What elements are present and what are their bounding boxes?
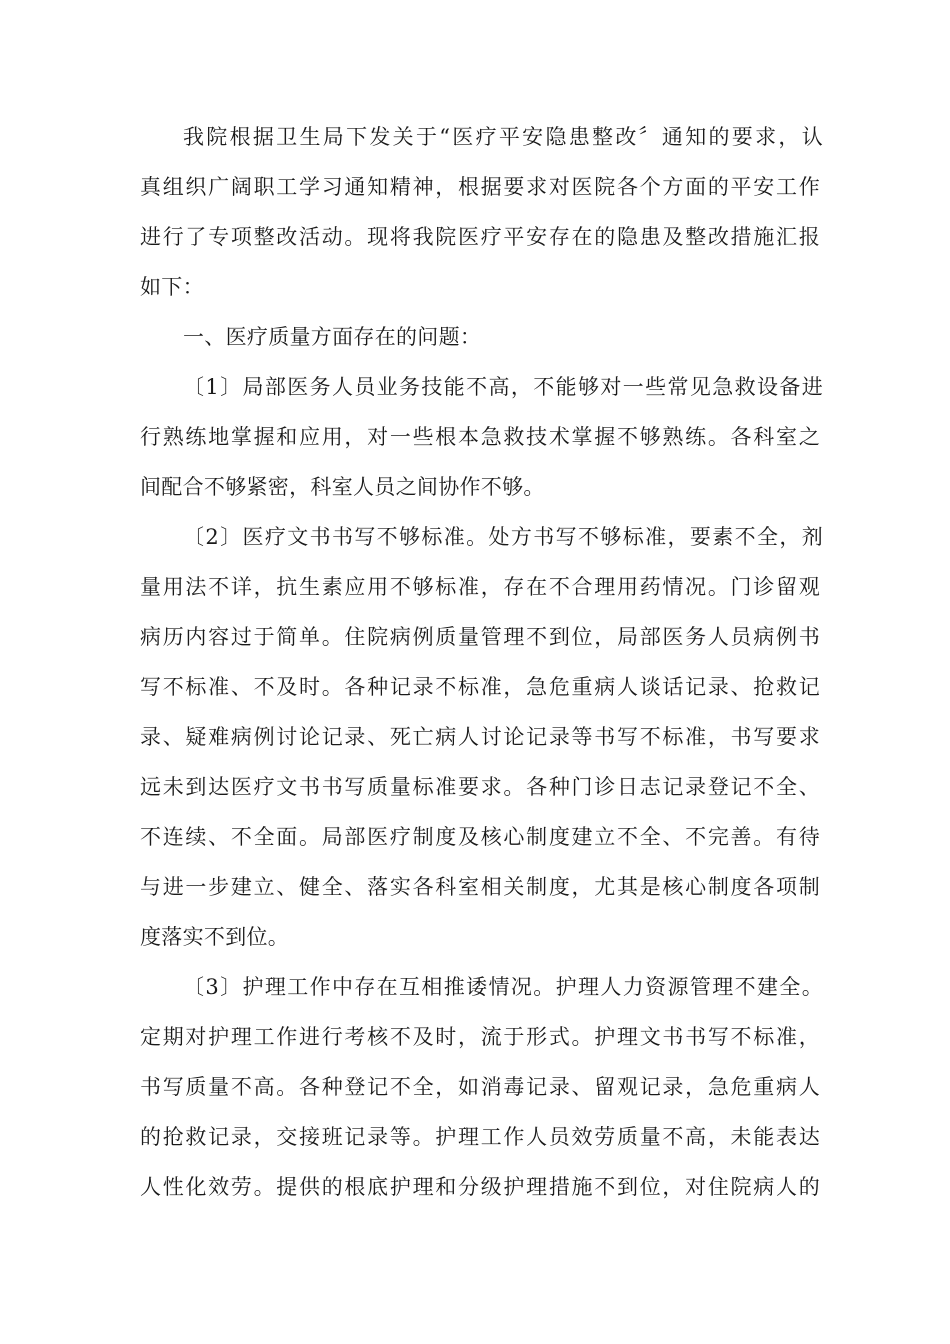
item-2-line-9: 度落实不到位。 bbox=[140, 925, 290, 949]
paragraph-1-line-4: 如下： bbox=[140, 275, 204, 299]
item-2-line-6: 远未到达医疗文书书写质量标准要求。各种门诊日志记录登记不全、 bbox=[140, 775, 820, 799]
item-2-line-4: 写不标准、不及时。各种记录不标准，急危重病人谈话记录、抢救记 bbox=[140, 675, 820, 699]
item-2-line-8: 与进一步建立、健全、落实各科室相关制度，尤其是核心制度各项制 bbox=[140, 875, 820, 899]
paragraph-1-line-1: 我院根据卫生局下发关于“医疗平安隐患整改〞通知的要求，认 bbox=[183, 125, 823, 149]
paragraph-1-line-3: 进行了专项整改活动。现将我院医疗平安存在的隐患及整改措施汇报 bbox=[140, 225, 820, 249]
item-3-line-1: 〔3〕护理工作中存在互相推诿情况。护理人力资源管理不建全。 bbox=[183, 975, 823, 999]
item-3-line-5: 人性化效劳。提供的根底护理和分级护理措施不到位，对住院病人的 bbox=[140, 1175, 820, 1199]
item-2-line-1: 〔2〕医疗文书书写不够标准。处方书写不够标准，要素不全，剂 bbox=[183, 525, 823, 549]
item-1-line-3: 间配合不够紧密，科室人员之间协作不够。 bbox=[140, 475, 545, 499]
item-3-line-3: 书写质量不高。各种登记不全，如消毒记录、留观记录，急危重病人 bbox=[140, 1075, 820, 1099]
item-2-line-2: 量用法不详，抗生素应用不够标准，存在不合理用药情况。门诊留观 bbox=[140, 575, 820, 599]
item-2-line-5: 录、疑难病例讨论记录、死亡病人讨论记录等书写不标准，书写要求 bbox=[140, 725, 820, 749]
item-2-line-3: 病历内容过于简单。住院病例质量管理不到位，局部医务人员病例书 bbox=[140, 625, 820, 649]
item-2-line-7: 不连续、不全面。局部医疗制度及核心制度建立不全、不完善。有待 bbox=[140, 825, 820, 849]
item-1-line-1: 〔1〕局部医务人员业务技能不高，不能够对一些常见急救设备进 bbox=[183, 375, 823, 399]
item-3-line-4: 的抢救记录，交接班记录等。护理工作人员效劳质量不高，未能表达 bbox=[140, 1125, 820, 1149]
section-heading-1: 一、医疗质量方面存在的问题： bbox=[183, 325, 482, 349]
item-1-line-2: 行熟练地掌握和应用，对一些根本急救技术掌握不够熟练。各科室之 bbox=[140, 425, 820, 449]
item-3-line-2: 定期对护理工作进行考核不及时，流于形式。护理文书书写不标准， bbox=[140, 1025, 820, 1049]
paragraph-1-line-2: 真组织广阔职工学习通知精神，根据要求对医院各个方面的平安工作 bbox=[140, 175, 820, 199]
